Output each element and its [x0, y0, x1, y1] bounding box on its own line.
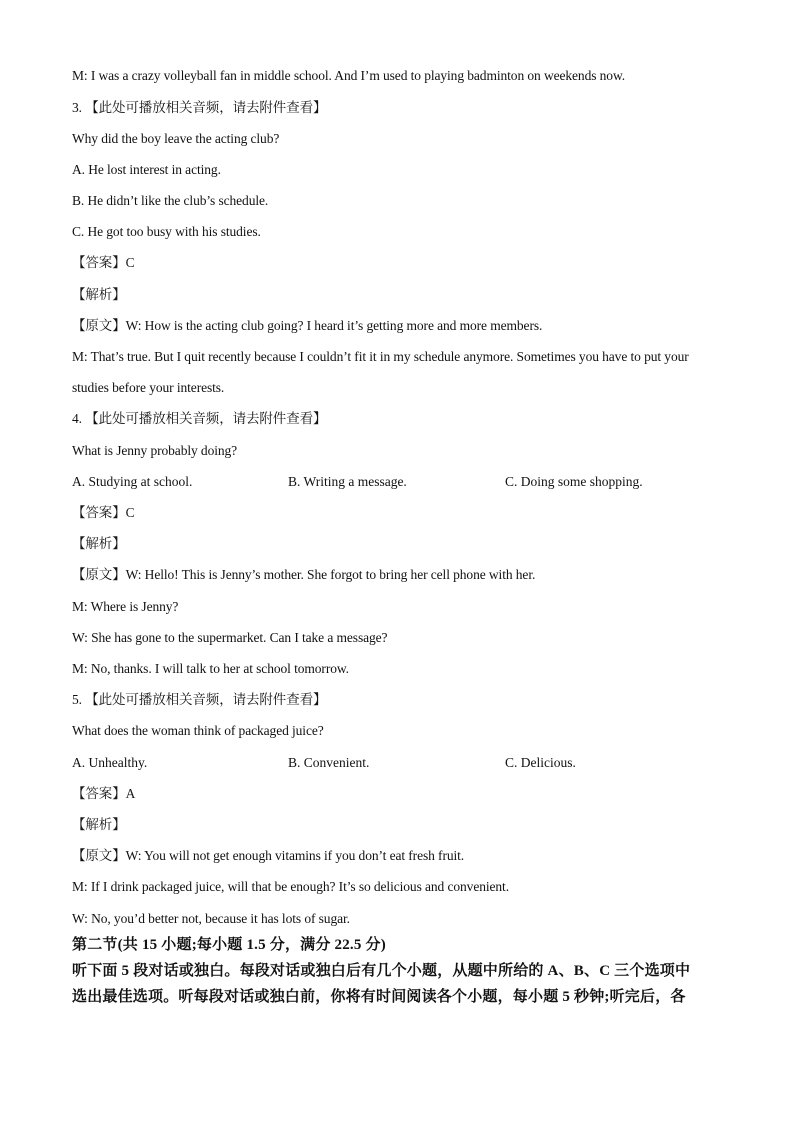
- question-5-option-c: C. Delicious.: [505, 755, 576, 770]
- question-3-transcript-1: 【原文】W: How is the acting club going? I heard it’s getting more and more members.: [72, 318, 543, 333]
- section-2-title: 第二节(共 15 小题;每小题 1.5 分，满分 22.5 分): [72, 937, 386, 953]
- section-2-instruction-1: 听下面 5 段对话或独白。每段对话或独白后有几个小题，从题中所给的 A、B、C 三个选项中: [72, 963, 691, 979]
- question-5-header: 5. 【此处可播放相关音频，请去附件查看】: [72, 692, 327, 707]
- question-3-header: 3. 【此处可播放相关音频，请去附件查看】: [72, 100, 327, 115]
- question-5-explanation: 【解析】: [72, 817, 126, 832]
- question-3-text: Why did the boy leave the acting club?: [72, 131, 280, 146]
- question-3-option-a: A. He lost interest in acting.: [72, 162, 221, 177]
- question-4-transcript-4: M: No, thanks. I will talk to her at school tomorrow.: [72, 661, 349, 676]
- question-3-transcript-2: M: That’s true. But I quit recently because I couldn’t fit it in my schedule anymore. Sometimes you have to put your: [72, 349, 689, 364]
- question-3-option-c: C. He got too busy with his studies.: [72, 224, 261, 239]
- question-4-transcript-2: M: Where is Jenny?: [72, 599, 179, 614]
- section-2-instruction-2: 选出最佳选项。听每段对话或独白前，你将有时间阅读各个小题，每小题 5 秒钟;听完后，各: [72, 989, 686, 1005]
- question-4-option-c: C. Doing some shopping.: [505, 474, 643, 489]
- question-4-option-b: B. Writing a message.: [288, 474, 407, 489]
- question-4-explanation: 【解析】: [72, 536, 126, 551]
- question-4-transcript-1: 【原文】W: Hello! This is Jenny’s mother. She forgot to bring her cell phone with her.: [72, 567, 536, 582]
- question-4-text: What is Jenny probably doing?: [72, 443, 238, 458]
- question-4-header: 4. 【此处可播放相关音频，请去附件查看】: [72, 411, 327, 426]
- question-5-transcript-3: W: No, you’d better not, because it has lots of sugar.: [72, 911, 350, 926]
- question-5-text: What does the woman think of packaged juice?: [72, 723, 324, 738]
- question-3-answer: 【答案】C: [72, 255, 135, 270]
- question-5-transcript-2: M: If I drink packaged juice, will that be enough? It’s so delicious and convenient.: [72, 879, 509, 894]
- question-5-transcript-1: 【原文】W: You will not get enough vitamins if you don’t eat fresh fruit.: [72, 848, 465, 863]
- question-5-option-b: B. Convenient.: [288, 755, 370, 770]
- dialogue-line: M: I was a crazy volleyball fan in middle school. And I’m used to playing badminton on weekends now.: [72, 68, 626, 83]
- question-4-answer: 【答案】C: [72, 505, 135, 520]
- question-3-explanation: 【解析】: [72, 287, 126, 302]
- question-4-option-a: A. Studying at school.: [72, 474, 193, 489]
- question-5-option-a: A. Unhealthy.: [72, 755, 148, 770]
- question-5-answer: 【答案】A: [72, 786, 136, 801]
- question-4-transcript-3: W: She has gone to the supermarket. Can I take a message?: [72, 630, 388, 645]
- question-3-option-b: B. He didn’t like the club’s schedule.: [72, 193, 269, 208]
- question-3-transcript-3: studies before your interests.: [72, 380, 225, 395]
